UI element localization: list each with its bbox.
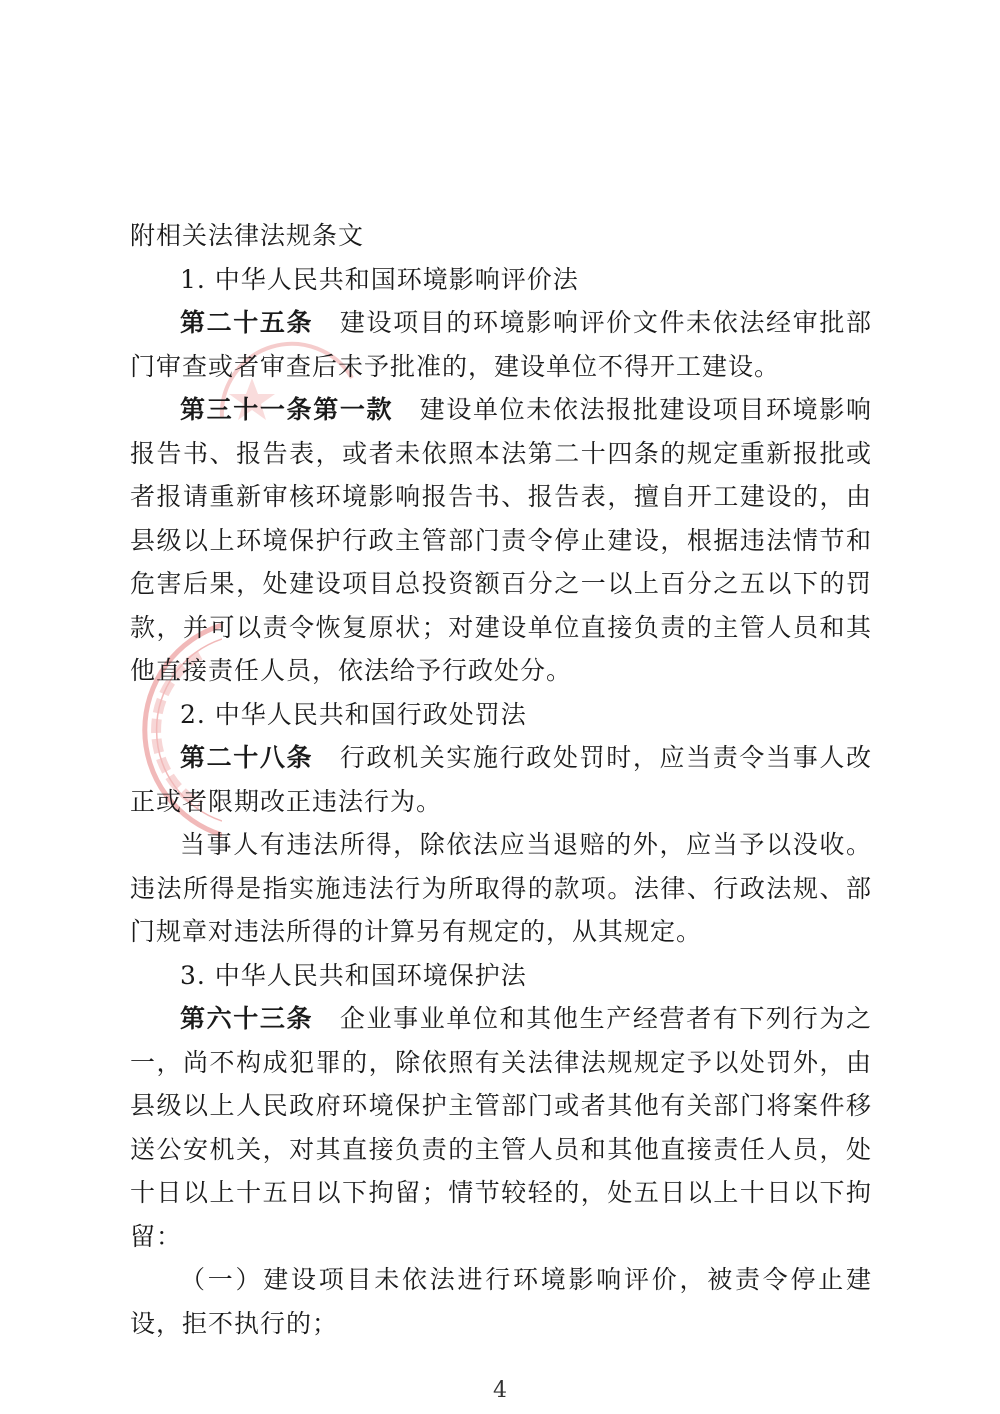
article-text: 企业事业单位和其他生产经营者有下列行为之一，尚不构成犯罪的，除依照有关法律法规规定予以处罚外，由县级以上人民政府环境保护主管部门或者其他有关部门将案件移送公安机关，对其直接负责的主管人员和其他直接责任人员，处十日以上十五日以下拘留；情节较轻的，处五日以上十日以下拘留： <box>130 1004 872 1251</box>
article-number: 第二十八条 <box>180 743 314 772</box>
article-number: 第三十一条第一款 <box>180 395 394 424</box>
section-title: 3. 中华人民共和国环境保护法 <box>180 960 527 990</box>
document-heading: 附相关法律法规条文 <box>130 221 365 250</box>
article-text: 建设单位未依法报批建设项目环境影响报告书、报告表，或者未依照本法第二十四条的规定重新报批或者报请重新审核环境影响报告书、报告表，擅自开工建设的，由县级以上环境保护行政主管部门责令停止建设，根据违法情节和危害后果，处建设项目总投资额百分之一以上百分之五以下的罚款，并可以责令恢复原状；对建设单位直接负责的主管人员和其他直接责任人员，依法给予行政处分。 <box>130 395 872 685</box>
section-title: 2. 中华人民共和国行政处罚法 <box>180 699 527 729</box>
article <box>130 736 872 823</box>
article-text: 行政机关实施行政处罚时，应当责令当事人改正或者限期改正违法行为。 <box>130 743 872 816</box>
article-number: 第六十三条 <box>180 1004 314 1033</box>
article <box>130 997 872 1258</box>
article <box>130 388 872 693</box>
section-title: 1. 中华人民共和国环境影响评价法 <box>180 264 579 294</box>
document-body <box>130 214 872 1345</box>
paragraph: 当事人有违法所得，除依法应当退赔的外，应当予以没收。违法所得是指实施违法行为所取得的款项。法律、行政法规、部门规章对违法所得的计算另有规定的，从其规定。 <box>130 830 872 946</box>
paragraph: （一）建设项目未依法进行环境影响评价，被责令停止建设，拒不执行的； <box>130 1265 872 1338</box>
page-number: 4 <box>493 1378 507 1403</box>
article-text: 建设项目的环境影响评价文件未依法经审批部门审查或者审查后未予批准的，建设单位不得开工建设。 <box>130 308 872 381</box>
article-number: 第二十五条 <box>180 308 314 337</box>
article <box>130 301 872 388</box>
